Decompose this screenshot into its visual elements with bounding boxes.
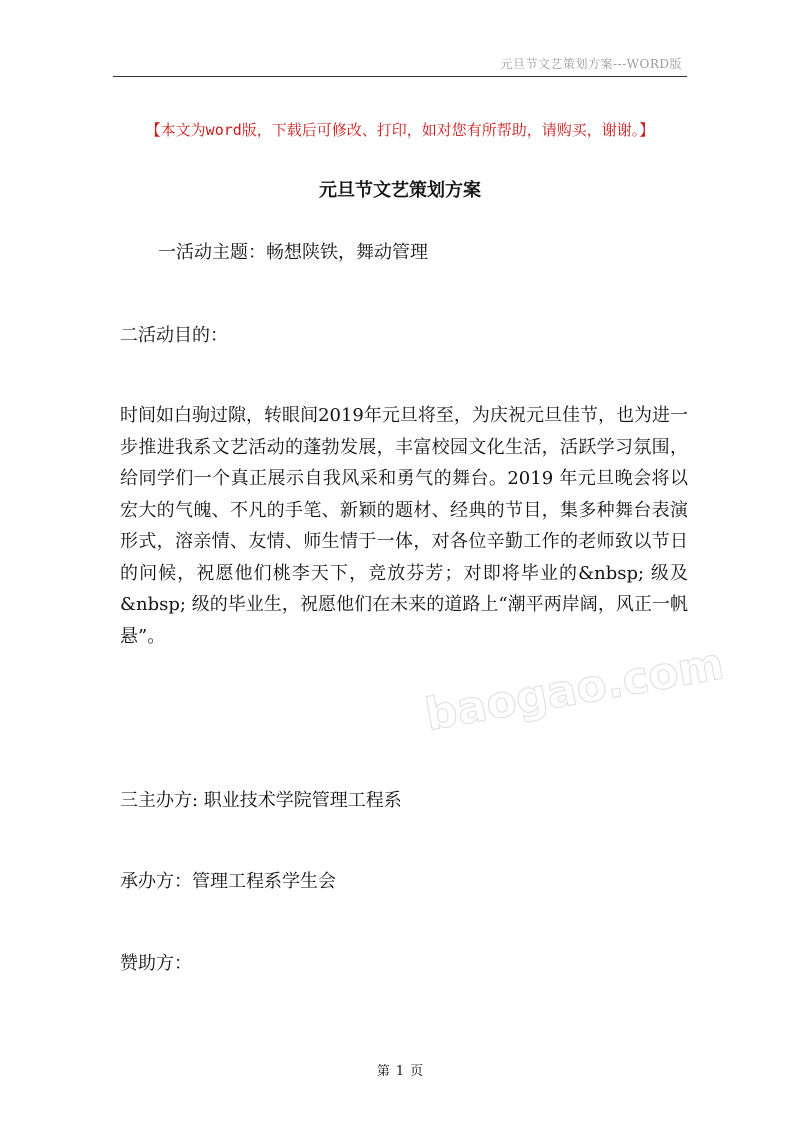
activity-purpose-body: 时间如白驹过隙，转眼间2019年元旦将至，为庆祝元旦佳节，也为进一步推进我系文艺活动的蓬勃发展，丰富校园文化生活，活跃学习氛围，给同学们一个真正展示自我风采和勇气的舞台。2019 年元旦晚会将以宏大的气魄、不凡的手笔、新颖的题材、经典的节目，集多种舞台表演形式，溶亲情、友情、师生情于一体，对各位辛勤工作的老师致以节日的问候，祝愿他们桃李天下，竞放芬芳；对即将毕业的&nbsp; 级及&nbsp; 级的毕业生，祝愿他们在未来的道路上“潮平两岸阔，风正一帆悬”。 xyxy=(120,405,688,647)
page-suffix: 页 xyxy=(410,1064,424,1079)
activity-theme-paragraph: 一活动主题：畅想陕铁，舞动管理 xyxy=(158,242,428,263)
page-prefix: 第 xyxy=(376,1064,390,1079)
sponsor-paragraph: 赞助方： xyxy=(120,953,192,974)
purchase-notice: 【本文为word版，下载后可修改、打印，如对您有所帮助，请购买，谢谢。】 xyxy=(145,121,655,139)
organizer-paragraph: 三主办方: 职业技术学院管理工程系 xyxy=(120,790,402,811)
activity-purpose-heading: 二活动目的： xyxy=(120,325,228,346)
page-number: 1 xyxy=(395,1064,405,1079)
watermark-text: baogao.com xyxy=(421,638,728,741)
running-header: 元旦节文艺策划方案---WORD版 xyxy=(500,57,682,71)
page-footer xyxy=(0,1060,800,1079)
host-paragraph: 承办方：管理工程系学生会 xyxy=(120,871,336,892)
document-title: 元旦节文艺策划方案 xyxy=(319,180,481,201)
header-divider xyxy=(113,76,687,77)
